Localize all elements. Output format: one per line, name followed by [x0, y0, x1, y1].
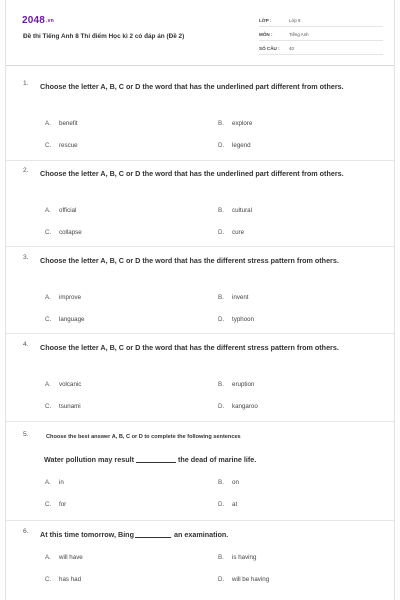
option-text: invent [232, 294, 249, 301]
option-letter: C. [45, 229, 52, 236]
option-letter: D. [218, 316, 225, 323]
option-c[interactable] [45, 142, 78, 149]
option-letter: C. [45, 142, 52, 149]
meta-row-subject [259, 29, 383, 41]
question-text: Choose the letter A, B, C or D the word that has the different stress pattern from others. [40, 343, 339, 352]
option-letter: B. [218, 381, 224, 388]
option-letter: B. [218, 479, 224, 486]
option-letter: D. [218, 229, 225, 236]
meta-row-class [259, 15, 383, 27]
question-number: 6. [23, 528, 29, 535]
option-b[interactable] [218, 479, 239, 486]
option-letter: A. [45, 381, 51, 388]
meta-value: Tiếng Anh [289, 32, 309, 37]
option-text: will have [59, 554, 83, 561]
option-letter: D. [218, 576, 225, 583]
answer-blank [135, 531, 171, 538]
option-text: explore [232, 120, 253, 127]
option-letter: A. [45, 554, 51, 561]
option-letter: C. [45, 403, 52, 410]
sentence-before: At this time tomorrow, Bing [40, 530, 134, 539]
exam-page [5, 0, 395, 600]
option-a[interactable] [45, 294, 81, 301]
option-text: rescue [59, 142, 78, 149]
option-b[interactable] [218, 294, 249, 301]
option-c[interactable] [45, 316, 84, 323]
option-letter: B. [218, 120, 224, 127]
meta-value: 40 [289, 46, 294, 51]
option-b[interactable] [218, 207, 252, 214]
option-b[interactable] [218, 120, 252, 127]
option-text: for [59, 501, 67, 508]
option-text: will be having [232, 576, 270, 583]
option-text: on [232, 479, 239, 486]
option-a[interactable] [45, 479, 64, 486]
option-text: legend [232, 142, 251, 149]
option-letter: C. [45, 576, 52, 583]
option-letter: C. [45, 501, 52, 508]
option-d[interactable] [218, 316, 254, 323]
logo-text: 2048 [22, 15, 46, 26]
meta-label: SỐ CÂU : [259, 46, 280, 51]
option-c[interactable] [45, 576, 81, 583]
option-text: kangaroo [232, 403, 258, 410]
option-text: collapse [59, 229, 82, 236]
question-instruction: Choose the best answer A, B, C or D to complete the following sentences [46, 434, 241, 440]
option-a[interactable] [45, 120, 78, 127]
option-d[interactable] [218, 576, 269, 583]
question-number: 4. [23, 341, 29, 348]
sentence-after: the dead of marine life. [178, 455, 257, 464]
option-letter: A. [45, 294, 51, 301]
option-text: language [59, 316, 85, 323]
divider [6, 520, 395, 521]
option-letter: D. [218, 403, 225, 410]
site-logo[interactable] [22, 15, 54, 26]
option-letter: B. [218, 207, 224, 214]
option-text: official [59, 207, 77, 214]
option-b[interactable] [218, 554, 256, 561]
option-text: is having [232, 554, 257, 561]
option-a[interactable] [45, 207, 76, 214]
option-c[interactable] [45, 403, 81, 410]
option-a[interactable] [45, 554, 83, 561]
exam-header [6, 0, 394, 66]
option-d[interactable] [218, 142, 251, 149]
logo-suffix: .vn [46, 18, 54, 24]
option-b[interactable] [218, 381, 254, 388]
question-text [40, 528, 385, 542]
answer-blank [136, 456, 176, 463]
option-d[interactable] [218, 501, 237, 508]
option-text: has had [59, 576, 82, 583]
option-text: at [232, 501, 238, 508]
option-letter: A. [45, 207, 51, 214]
exam-title: Đề thi Tiếng Anh 8 Thí điểm Học kì 2 có đáp án (Đề 2) [23, 33, 185, 40]
option-letter: B. [218, 554, 224, 561]
divider [6, 421, 395, 422]
option-letter: A. [45, 120, 51, 127]
sentence-after: an examination. [173, 530, 229, 539]
option-text: tsunami [59, 403, 81, 410]
option-a[interactable] [45, 381, 81, 388]
option-d[interactable] [218, 229, 244, 236]
question-number: 3. [23, 254, 29, 261]
option-letter: D. [218, 501, 225, 508]
option-text: cure [232, 229, 245, 236]
option-c[interactable] [45, 229, 82, 236]
divider [6, 160, 395, 161]
question-sentence [44, 455, 384, 464]
sentence-before: Water pollution may result [44, 455, 134, 464]
option-text: benefit [59, 120, 78, 127]
meta-label: MÔN : [259, 32, 273, 37]
meta-label: LỚP : [259, 18, 272, 23]
question-number: 1. [23, 80, 29, 87]
question-text: Choose the letter A, B, C or D the word that has the different stress pattern from others. [40, 256, 339, 265]
option-text: improve [59, 294, 82, 301]
meta-row-count [259, 43, 383, 55]
divider [6, 333, 395, 334]
question-text: Choose the letter A, B, C or D the word that has the underlined part different from others. [40, 169, 344, 178]
option-text: eruption [232, 381, 255, 388]
option-d[interactable] [218, 403, 258, 410]
question-number: 5. [23, 431, 29, 438]
option-text: cultural [232, 207, 252, 214]
divider [6, 246, 395, 247]
option-text: typhoon [232, 316, 255, 323]
option-letter: A. [45, 479, 51, 486]
option-letter: C. [45, 316, 52, 323]
question-text: Choose the letter A, B, C or D the word that has the underlined part different from others. [40, 82, 344, 91]
question-number: 2. [23, 167, 29, 174]
option-text: in [59, 479, 64, 486]
option-text: volcanic [59, 381, 82, 388]
option-c[interactable] [45, 501, 66, 508]
option-letter: D. [218, 142, 225, 149]
option-letter: B. [218, 294, 224, 301]
meta-value: Lớp 8 [289, 18, 301, 23]
